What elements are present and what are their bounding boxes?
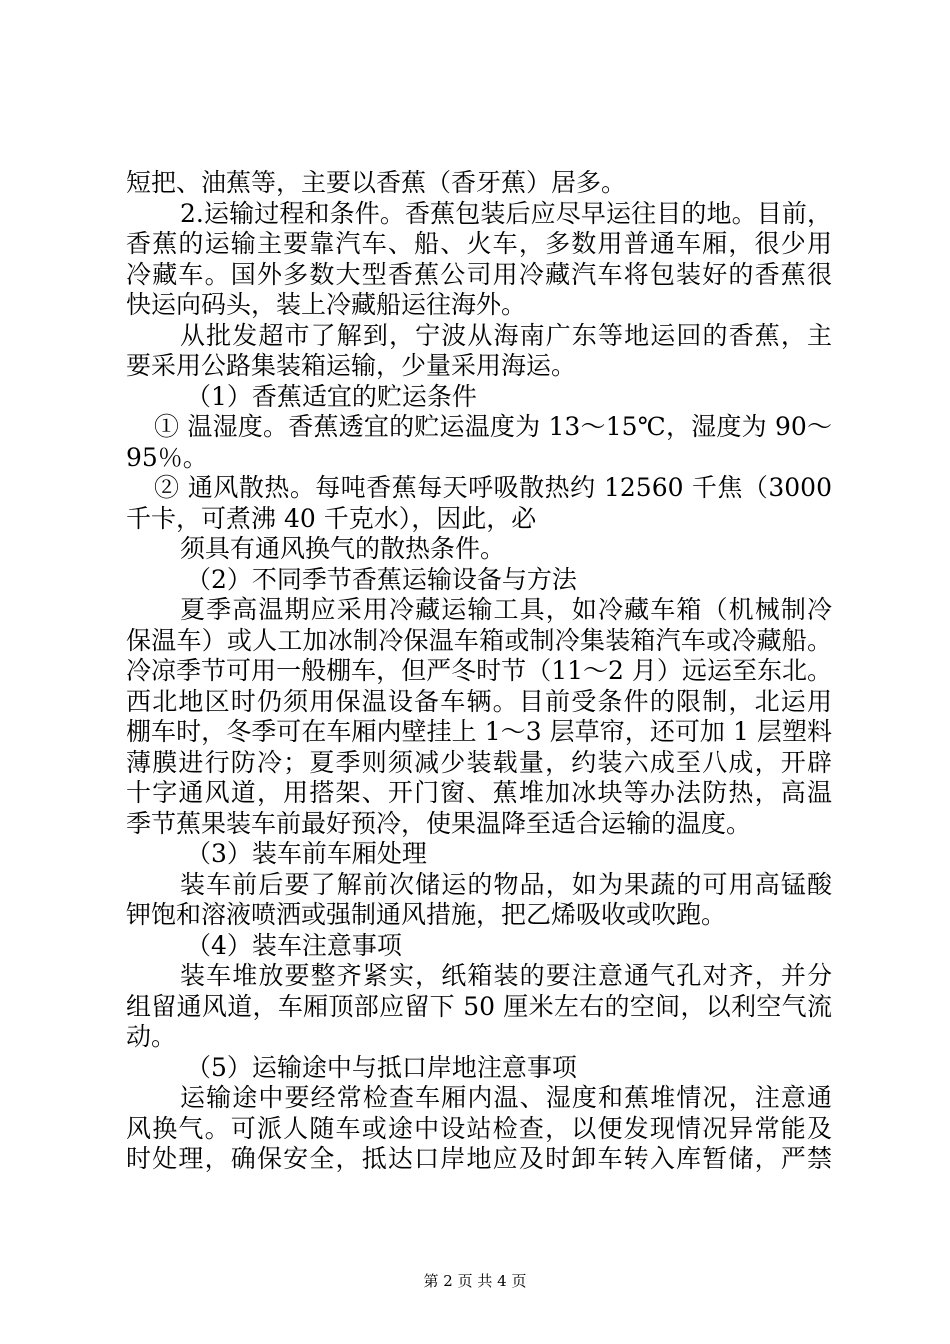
text-line: 千卡，可煮沸 40 千克水），因此，必 <box>126 503 537 533</box>
text-line: 短把、油蕉等，主要以香蕉（香牙蕉）居多。 <box>126 168 627 197</box>
text-line: 时处理，确保安全，抵达口岸地应及时卸车转入库暂储，严禁 <box>126 1144 832 1173</box>
text-line: 动。 <box>126 1022 177 1051</box>
text-line: 保温车）或人工加冰制冷保温车箱或制冷集装箱汽车或冷藏船。 <box>126 625 832 655</box>
text-line: 夏季高温期应采用冷藏运输工具，如冷藏车箱（机械制冷 <box>180 595 832 624</box>
text-line: 2.运输过程和条件。香蕉包装后应尽早运往目的地。目前， <box>180 198 832 228</box>
text-line: 薄膜进行防冷；夏季则须减少装载量，约装六成至八成，开辟 <box>126 747 832 777</box>
subheading: （4）装车注意事项 <box>186 930 402 960</box>
text-line: 十字通风道，用搭架、开门窗、蕉堆加冰块等办法防热，高温 <box>126 778 832 807</box>
text-line: 95％。 <box>126 442 208 472</box>
text-line: 组留通风道，车厢顶部应留下 50 厘米左右的空间，以利空气流 <box>126 991 832 1021</box>
text-line: ① 温湿度。香蕉透宜的贮运温度为 13～15℃，湿度为 90～ <box>154 412 832 441</box>
text-line: 要采用公路集装箱运输，少量采用海运。 <box>126 351 577 380</box>
text-line: 季节蕉果装车前最好预冷，使果温降至适合运输的温度。 <box>126 808 752 838</box>
text-line: 冷藏车。国外多数大型香蕉公司用冷藏汽车将包装好的香蕉很 <box>126 259 832 289</box>
text-line: 香蕉的运输主要靠汽车、船、火车，多数用普通车厢，很少用 <box>126 229 832 258</box>
subheading: （2）不同季节香蕉运输设备与方法 <box>186 564 577 594</box>
text-line: 从批发超市了解到，宁波从海南广东等地运回的香蕉，主 <box>180 320 832 350</box>
document-body <box>126 168 832 1175</box>
text-line: 须具有通风换气的散热条件。 <box>180 534 506 563</box>
text-line: 运输途中要经常检查车厢内温、湿度和蕉堆情况，注意通 <box>180 1083 832 1112</box>
text-line: 风换气。可派人随车或途中设站检查，以便发现情况异常能及 <box>126 1113 832 1143</box>
text-line: 装车前后要了解前次储运的物品，如为果蔬的可用高锰酸 <box>180 869 832 899</box>
subheading: （1）香蕉适宜的贮运条件 <box>186 381 477 411</box>
text-line: 装车堆放要整齐紧实，纸箱装的要注意通气孔对齐，并分 <box>180 961 832 990</box>
text-line: 钾饱和溶液喷洒或强制通风措施，把乙烯吸收或吹跑。 <box>126 900 727 929</box>
subheading: （3）装车前车厢处理 <box>186 839 427 868</box>
text-line: 快运向码头，装上冷藏船运往海外。 <box>126 290 527 319</box>
text-line: ② 通风散热。每吨香蕉每天呼吸散热约 12560 千焦（3000 <box>154 473 832 502</box>
text-line: 棚车时，冬季可在车厢内壁挂上 1～3 层草帘，还可加 1 层塑料 <box>126 717 832 746</box>
subheading: （5）运输途中与抵口岸地注意事项 <box>186 1052 577 1082</box>
text-line: 冷凉季节可用一般棚车，但严冬时节（11～2 月）远运至东北。 <box>126 656 832 685</box>
page-number-footer: 第 2 页 共 4 页 <box>423 1272 527 1290</box>
text-line: 西北地区时仍须用保温设备车辆。目前受条件的限制，北运用 <box>126 686 832 716</box>
